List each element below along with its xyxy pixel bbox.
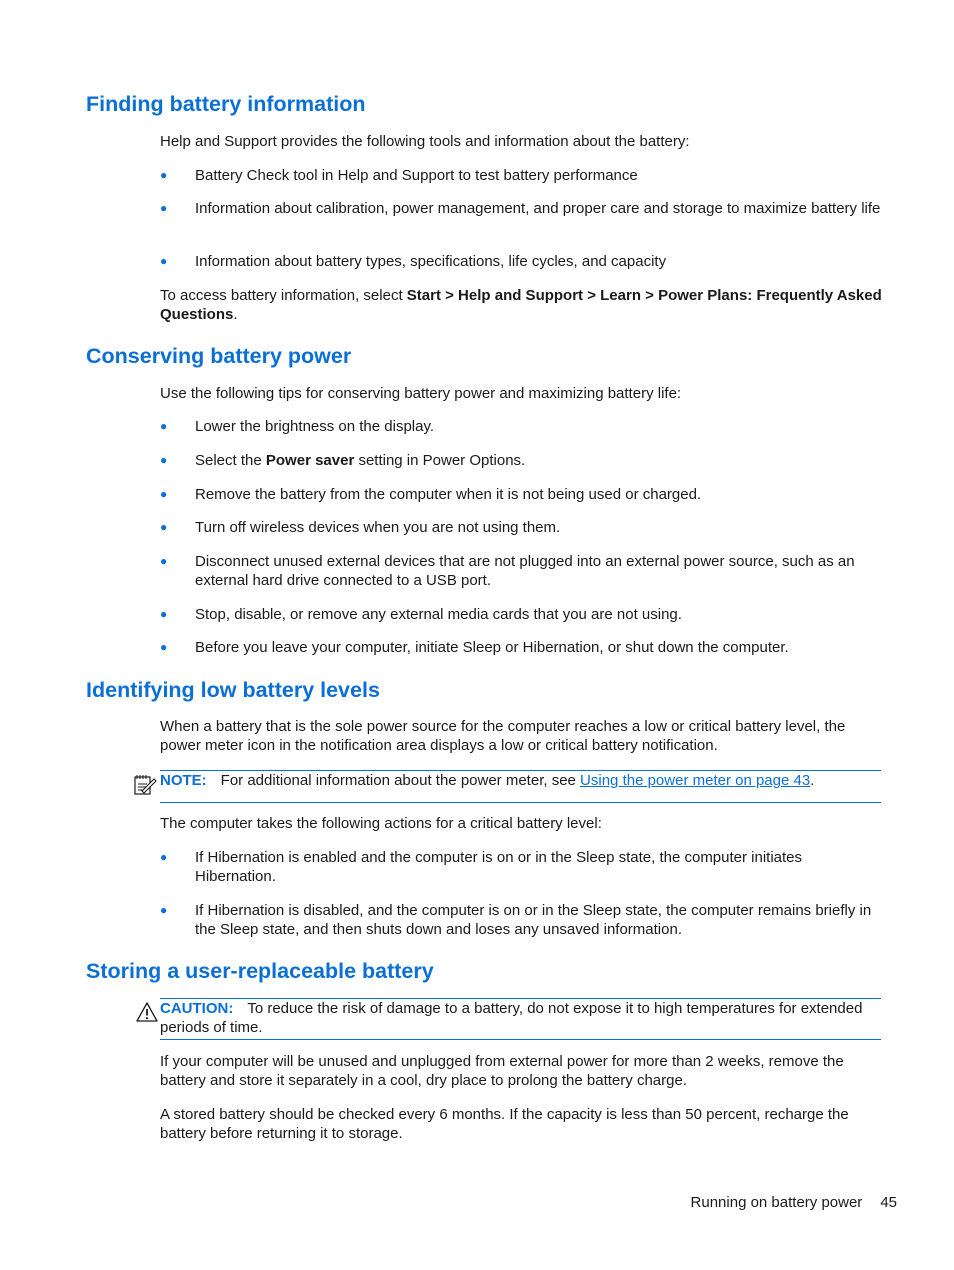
note-content [160,771,881,790]
bullet-icon: ● [160,201,168,215]
section-heading-identifying-low-battery-levels: Identifying low battery levels [86,678,380,702]
bullet-icon: ● [160,419,168,433]
bullet-icon: ● [160,640,168,654]
section-heading-storing-user-replaceable-battery: Storing a user-replaceable battery [86,959,434,983]
bullet-icon: ● [160,487,168,501]
list-item-text: Disconnect unused external devices that are not plugged into an external power source, such as an external hard drive connected to a USB port. [195,553,855,589]
list-item [160,417,884,436]
paragraph-checking: A stored battery should be checked every 6 months. If the capacity is less than 50 percent, recharge the battery before returning it to storage. [160,1106,849,1142]
list-item [160,848,884,886]
footer-chapter: Running on battery power [690,1194,863,1211]
paragraph-intro: When a battery that is the sole power source for the computer reaches a low or critical battery level, the power meter icon in the notification area displays a low or critical battery notification. [160,718,846,754]
list-item-text: Remove the battery from the computer when it is not being used or charged. [195,486,702,503]
list-item [160,605,884,624]
bullet-icon: ● [160,520,168,534]
list-item [160,552,884,590]
caution-label: CAUTION: [160,1000,234,1017]
paragraph-access-path [160,286,884,324]
list-item [160,166,884,185]
power-saver-prefix: Select the [195,452,266,469]
bullet-icon: ● [160,903,168,917]
note-text: For additional information about the power meter, see [220,772,581,789]
bullet-icon: ● [160,453,168,467]
access-prefix: To access battery information, select [160,287,407,304]
page-footer [691,1193,897,1212]
list-item-text: Battery Check tool in Help and Support to test battery performance [195,167,638,184]
note-end: . [810,772,815,789]
paragraph-intro: Use the following tips for conserving battery power and maximizing battery life: [160,385,682,402]
bullet-icon: ● [160,850,168,864]
bullet-icon: ● [160,554,168,568]
access-path: Start > Help and Support > Learn > Power Plans: Frequently Asked Questions [160,287,882,323]
list-item [160,638,884,657]
paragraph-actions-intro: The computer takes the following actions for a critical battery level: [160,815,602,832]
section-heading-conserving-battery-power: Conserving battery power [86,344,352,368]
caution-callout [160,998,881,1040]
list-item [160,451,884,470]
power-saver-term: Power saver [265,452,355,469]
list-item-text [195,451,884,470]
list-item-text: Before you leave your computer, initiate Sleep or Hibernation, or shut down the computer. [195,639,789,656]
list-item [160,252,884,271]
paragraph-storage: If your computer will be unused and unplugged from external power for more than 2 weeks, remove the battery and store it separately in a cool, dry place to prolong the battery charge. [160,1053,844,1089]
list-item [160,485,884,504]
list-item-text: Information about calibration, power management, and proper care and storage to maximize battery life [195,200,881,217]
page-number: 45 [880,1194,897,1211]
caution-content [160,999,881,1037]
list-item-text: If Hibernation is enabled and the computer is on or in the Sleep state, the computer initiates Hibernation. [195,849,803,885]
list-item-text: If Hibernation is disabled, and the computer is on or in the Sleep state, the computer remains briefly in the Sleep state, and then shuts down and loses any unsaved information. [195,902,872,938]
paragraph-intro: Help and Support provides the following tools and information about the battery: [160,133,690,150]
bullet-icon: ● [160,254,168,268]
power-saver-suffix: setting in Power Options. [354,452,526,469]
access-suffix: . [233,306,238,323]
caution-text: To reduce the risk of damage to a battery, do not expose it to high temperatures for extended periods of time. [160,1000,863,1036]
list-item-text: Turn off wireless devices when you are not using them. [195,519,561,536]
list-item-text: Information about battery types, specifications, life cycles, and capacity [195,253,667,270]
list-item [160,901,884,939]
bullet-icon: ● [160,607,168,621]
bullet-icon: ● [160,168,168,182]
list-item-text: Stop, disable, or remove any external media cards that you are not using. [195,606,682,623]
note-label: NOTE: [160,772,207,789]
note-callout [160,770,881,803]
caution-icon [136,1002,158,1022]
list-item [160,518,884,537]
note-icon [133,772,157,796]
power-meter-link[interactable]: Using the power meter on page 43 [580,772,811,789]
list-item-text: Lower the brightness on the display. [195,418,435,435]
section-heading-finding-battery-information: Finding battery information [86,92,366,116]
list-item [160,199,884,218]
